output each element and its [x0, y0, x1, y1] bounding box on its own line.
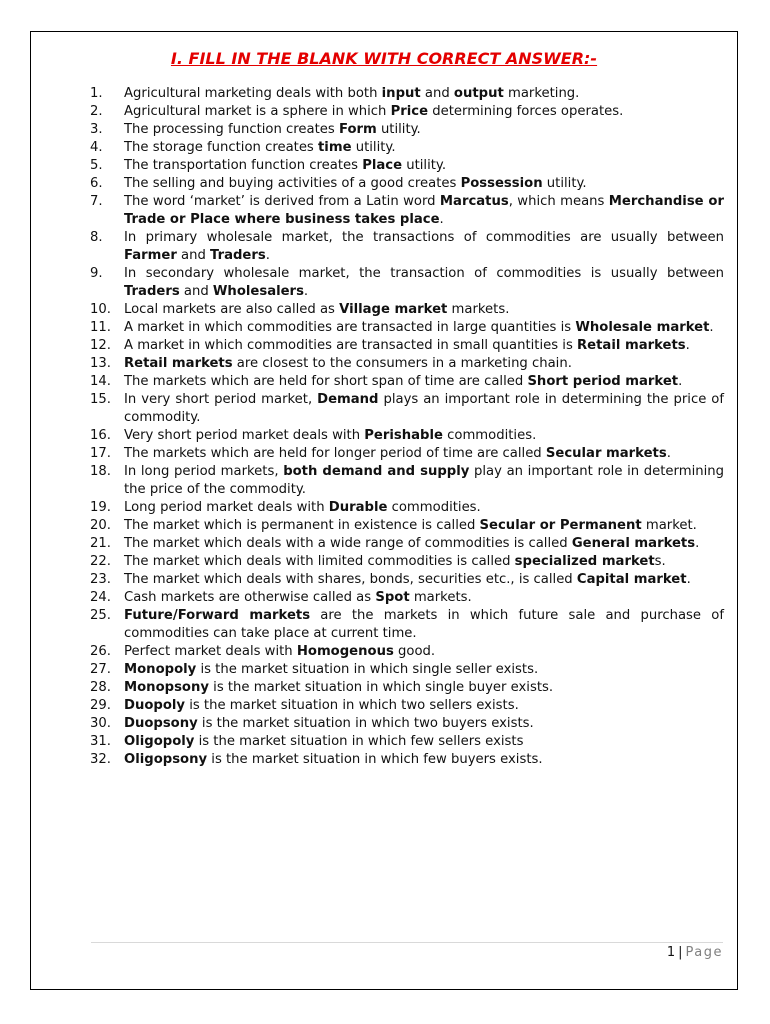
list-item: [90, 193, 724, 229]
question-text: The market which deals with shares, bonds, securities etc., is called: [124, 572, 577, 587]
item-number: 20.: [90, 518, 111, 533]
question-text: , which means: [508, 194, 609, 209]
item-text: [124, 536, 699, 551]
answer-text: input: [381, 86, 421, 101]
page-label: Page: [685, 945, 723, 960]
list-item: [90, 697, 724, 715]
question-text: A market in which commodities are transacted in large quantities is: [124, 320, 576, 335]
question-text: commodities.: [442, 428, 537, 443]
item-text: [124, 464, 724, 497]
list-item: [90, 589, 724, 607]
question-text: marketing.: [503, 86, 580, 101]
answer-text: Duopoly: [124, 698, 186, 713]
list-item: [90, 337, 724, 355]
question-list: [90, 85, 724, 769]
answer-text: Duopsony: [124, 716, 198, 731]
item-text: [124, 716, 534, 731]
item-text: [124, 500, 481, 515]
item-text: [124, 104, 623, 119]
page-number: 1: [666, 945, 676, 960]
item-number: 30.: [90, 716, 111, 731]
answer-text: Farmer: [124, 248, 177, 263]
question-text: utility.: [376, 122, 421, 137]
question-text: Cash markets are otherwise called as: [124, 590, 376, 605]
question-text: .: [303, 284, 309, 299]
question-text: good.: [393, 644, 436, 659]
item-text: [124, 266, 724, 299]
question-text: The market which deals with a wide range of commodities is called: [124, 536, 572, 551]
question-text: and: [420, 86, 454, 101]
question-text: is the market situation in which single buyer exists.: [208, 680, 554, 695]
answer-text: Perishable: [364, 428, 443, 443]
question-text: Local markets are also called as: [124, 302, 340, 317]
answer-text: Demand: [317, 392, 379, 407]
list-item: [90, 733, 724, 751]
list-item: [90, 661, 724, 679]
list-item: [90, 571, 724, 589]
question-text: .: [666, 446, 671, 461]
question-text: Agricultural marketing deals with both: [124, 86, 382, 101]
item-text: [124, 338, 690, 353]
item-number: 19.: [90, 500, 111, 515]
item-text: [124, 320, 714, 335]
question-text: .: [709, 320, 714, 335]
item-number: 18.: [90, 464, 111, 479]
list-item: [90, 427, 724, 445]
answer-text: output: [453, 86, 504, 101]
question-text: .: [439, 212, 444, 227]
question-text: markets.: [447, 302, 510, 317]
question-text: markets.: [409, 590, 472, 605]
list-item: [90, 373, 724, 391]
answer-text: Homogenous: [296, 644, 394, 659]
question-text: In primary wholesale market, the transactions of commodities are usually between: [124, 230, 724, 245]
question-text: s.: [654, 554, 666, 569]
question-text: Agricultural market is a sphere in which: [124, 104, 391, 119]
answer-text: Traders: [210, 248, 266, 263]
question-text: The processing function creates: [124, 122, 339, 137]
answer-text: Short period market: [527, 374, 679, 389]
answer-text: Durable: [328, 500, 388, 515]
question-text: Perfect market deals with: [124, 644, 297, 659]
list-item: [90, 715, 724, 733]
answer-text: Oligopsony: [124, 752, 208, 767]
list-item: [90, 175, 724, 193]
list-item: [90, 499, 724, 517]
question-text: The storage function creates: [124, 140, 318, 155]
list-item: [90, 535, 724, 553]
question-text: Very short period market deals with: [124, 428, 365, 443]
question-text: is the market situation in which two sellers exists.: [185, 698, 519, 713]
answer-text: Place: [362, 158, 403, 173]
item-text: [124, 446, 671, 461]
list-item: [90, 445, 724, 463]
list-item: [90, 463, 724, 499]
answer-text: Spot: [375, 590, 410, 605]
question-text: Long period market deals with: [124, 500, 329, 515]
section-heading: I. FILL IN THE BLANK WITH CORRECT ANSWER:-: [170, 49, 598, 68]
answer-text: Retail markets: [124, 356, 233, 371]
item-number: 7.: [90, 194, 103, 209]
item-text: [124, 590, 472, 605]
question-text: utility.: [542, 176, 587, 191]
item-number: 23.: [90, 572, 111, 587]
question-text: are closest to the consumers in a marketing chain.: [232, 356, 572, 371]
item-number: 10.: [90, 302, 111, 317]
item-number: 9.: [90, 266, 103, 281]
question-text: .: [685, 338, 690, 353]
answer-text: Wholesale market: [575, 320, 710, 335]
answer-text: both demand and supply: [283, 464, 470, 479]
item-text: [124, 680, 553, 695]
answer-text: Form: [338, 122, 377, 137]
list-item: [90, 319, 724, 337]
item-number: 32.: [90, 752, 111, 767]
question-text: The markets which are held for longer period of time are called: [124, 446, 546, 461]
item-number: 8.: [90, 230, 103, 245]
answer-text: Monopoly: [124, 662, 197, 677]
item-text: [124, 428, 536, 443]
item-text: [124, 518, 697, 533]
question-text: and: [176, 248, 211, 263]
item-number: 6.: [90, 176, 103, 191]
item-number: 24.: [90, 590, 111, 605]
item-text: [124, 194, 724, 227]
list-item: [90, 607, 724, 643]
item-number: 4.: [90, 140, 103, 155]
question-text: The market which is permanent in existence is called: [124, 518, 480, 533]
answer-text: Capital market: [576, 572, 687, 587]
question-text: is the market situation in which single seller exists.: [196, 662, 539, 677]
list-item: [90, 85, 724, 103]
question-text: A market in which commodities are transacted in small quantities is: [124, 338, 578, 353]
list-item: [90, 229, 724, 265]
question-text: The word ‘market’ is derived from a Latin word: [124, 194, 440, 209]
item-text: [124, 608, 724, 641]
footer-separator: |: [678, 945, 683, 960]
question-text: utility.: [402, 158, 447, 173]
question-text: is the market situation in which few buyers exists.: [207, 752, 543, 767]
list-item: [90, 157, 724, 175]
answer-text: Future/Forward markets: [124, 608, 311, 623]
answer-text: General markets: [571, 536, 696, 551]
item-number: 31.: [90, 734, 111, 749]
answer-text: specialized market: [514, 554, 655, 569]
item-number: 3.: [90, 122, 103, 137]
item-text: [124, 230, 724, 263]
question-text: is the market situation in which few sellers exists: [194, 734, 524, 749]
item-number: 28.: [90, 680, 111, 695]
question-text: .: [265, 248, 270, 263]
answer-text: Wholesalers: [212, 284, 304, 299]
item-text: [124, 302, 509, 317]
item-number: 2.: [90, 104, 103, 119]
list-item: [90, 391, 724, 427]
question-text: The selling and buying activities of a good creates: [124, 176, 461, 191]
list-item: [90, 301, 724, 319]
list-item: [90, 139, 724, 157]
page-footer: [667, 945, 723, 960]
item-text: [124, 662, 538, 677]
question-text: play an important role in determining the price of the commodity.: [124, 464, 724, 497]
item-number: 17.: [90, 446, 111, 461]
question-text: utility.: [351, 140, 396, 155]
answer-text: Secular markets: [545, 446, 667, 461]
answer-text: Price: [390, 104, 429, 119]
list-item: [90, 517, 724, 535]
item-number: 14.: [90, 374, 111, 389]
answer-text: time: [318, 140, 352, 155]
question-text: The markets which are held for short span of time are called: [124, 374, 528, 389]
item-text: [124, 356, 572, 371]
item-text: [124, 734, 523, 749]
list-item: [90, 121, 724, 139]
question-text: is the market situation in which two buyers exists.: [197, 716, 534, 731]
question-text: commodities.: [387, 500, 481, 515]
list-item: [90, 103, 724, 121]
item-text: [124, 176, 587, 191]
question-text: The market which deals with limited commodities is called: [124, 554, 515, 569]
item-number: 1.: [90, 86, 103, 101]
answer-text: Retail markets: [577, 338, 686, 353]
answer-text: Oligopoly: [124, 734, 195, 749]
item-number: 21.: [90, 536, 111, 551]
item-number: 5.: [90, 158, 103, 173]
question-text: .: [686, 572, 691, 587]
list-item: [90, 643, 724, 661]
item-text: [124, 392, 724, 425]
item-number: 15.: [90, 392, 111, 407]
item-number: 22.: [90, 554, 111, 569]
item-number: 25.: [90, 608, 111, 623]
item-number: 11.: [90, 320, 111, 335]
answer-text: Secular or Permanent: [479, 518, 642, 533]
item-number: 12.: [90, 338, 111, 353]
item-text: [124, 644, 435, 659]
item-number: 13.: [90, 356, 111, 371]
item-number: 16.: [90, 428, 111, 443]
question-text: .: [678, 374, 683, 389]
question-text: determining forces operates.: [428, 104, 624, 119]
answer-text: Monopsony: [124, 680, 209, 695]
answer-text: Merchandise or Trade or Place where business takes place: [124, 194, 724, 227]
question-text: The transportation function creates: [124, 158, 363, 173]
list-item: [90, 679, 724, 697]
question-text: In very short period market,: [124, 392, 318, 407]
question-text: are the markets in which future sale and purchase of commodities can take place at current time.: [124, 608, 724, 641]
list-item: [90, 751, 724, 769]
item-text: [124, 86, 579, 101]
list-item: [90, 355, 724, 373]
list-item: [90, 265, 724, 301]
question-text: In secondary wholesale market, the transaction of commodities is usually between: [124, 266, 724, 281]
item-text: [124, 572, 691, 587]
item-text: [124, 698, 519, 713]
list-item: [90, 553, 724, 571]
question-text: .: [695, 536, 700, 551]
page-frame: [30, 31, 738, 990]
question-text: market.: [641, 518, 697, 533]
item-text: [124, 158, 446, 173]
answer-text: Possession: [460, 176, 543, 191]
item-text: [124, 122, 421, 137]
answer-text: Marcatus: [439, 194, 509, 209]
question-text: In long period markets,: [124, 464, 284, 479]
item-number: 29.: [90, 698, 111, 713]
question-text: plays an important role in determining the price of commodity.: [124, 392, 724, 425]
answer-text: Traders: [124, 284, 180, 299]
item-text: [124, 140, 396, 155]
answer-text: Village market: [339, 302, 448, 317]
question-text: and: [179, 284, 213, 299]
footer-divider: [91, 942, 723, 943]
item-number: 26.: [90, 644, 111, 659]
item-number: 27.: [90, 662, 111, 677]
item-text: [124, 374, 682, 389]
item-text: [124, 752, 543, 767]
item-text: [124, 554, 666, 569]
